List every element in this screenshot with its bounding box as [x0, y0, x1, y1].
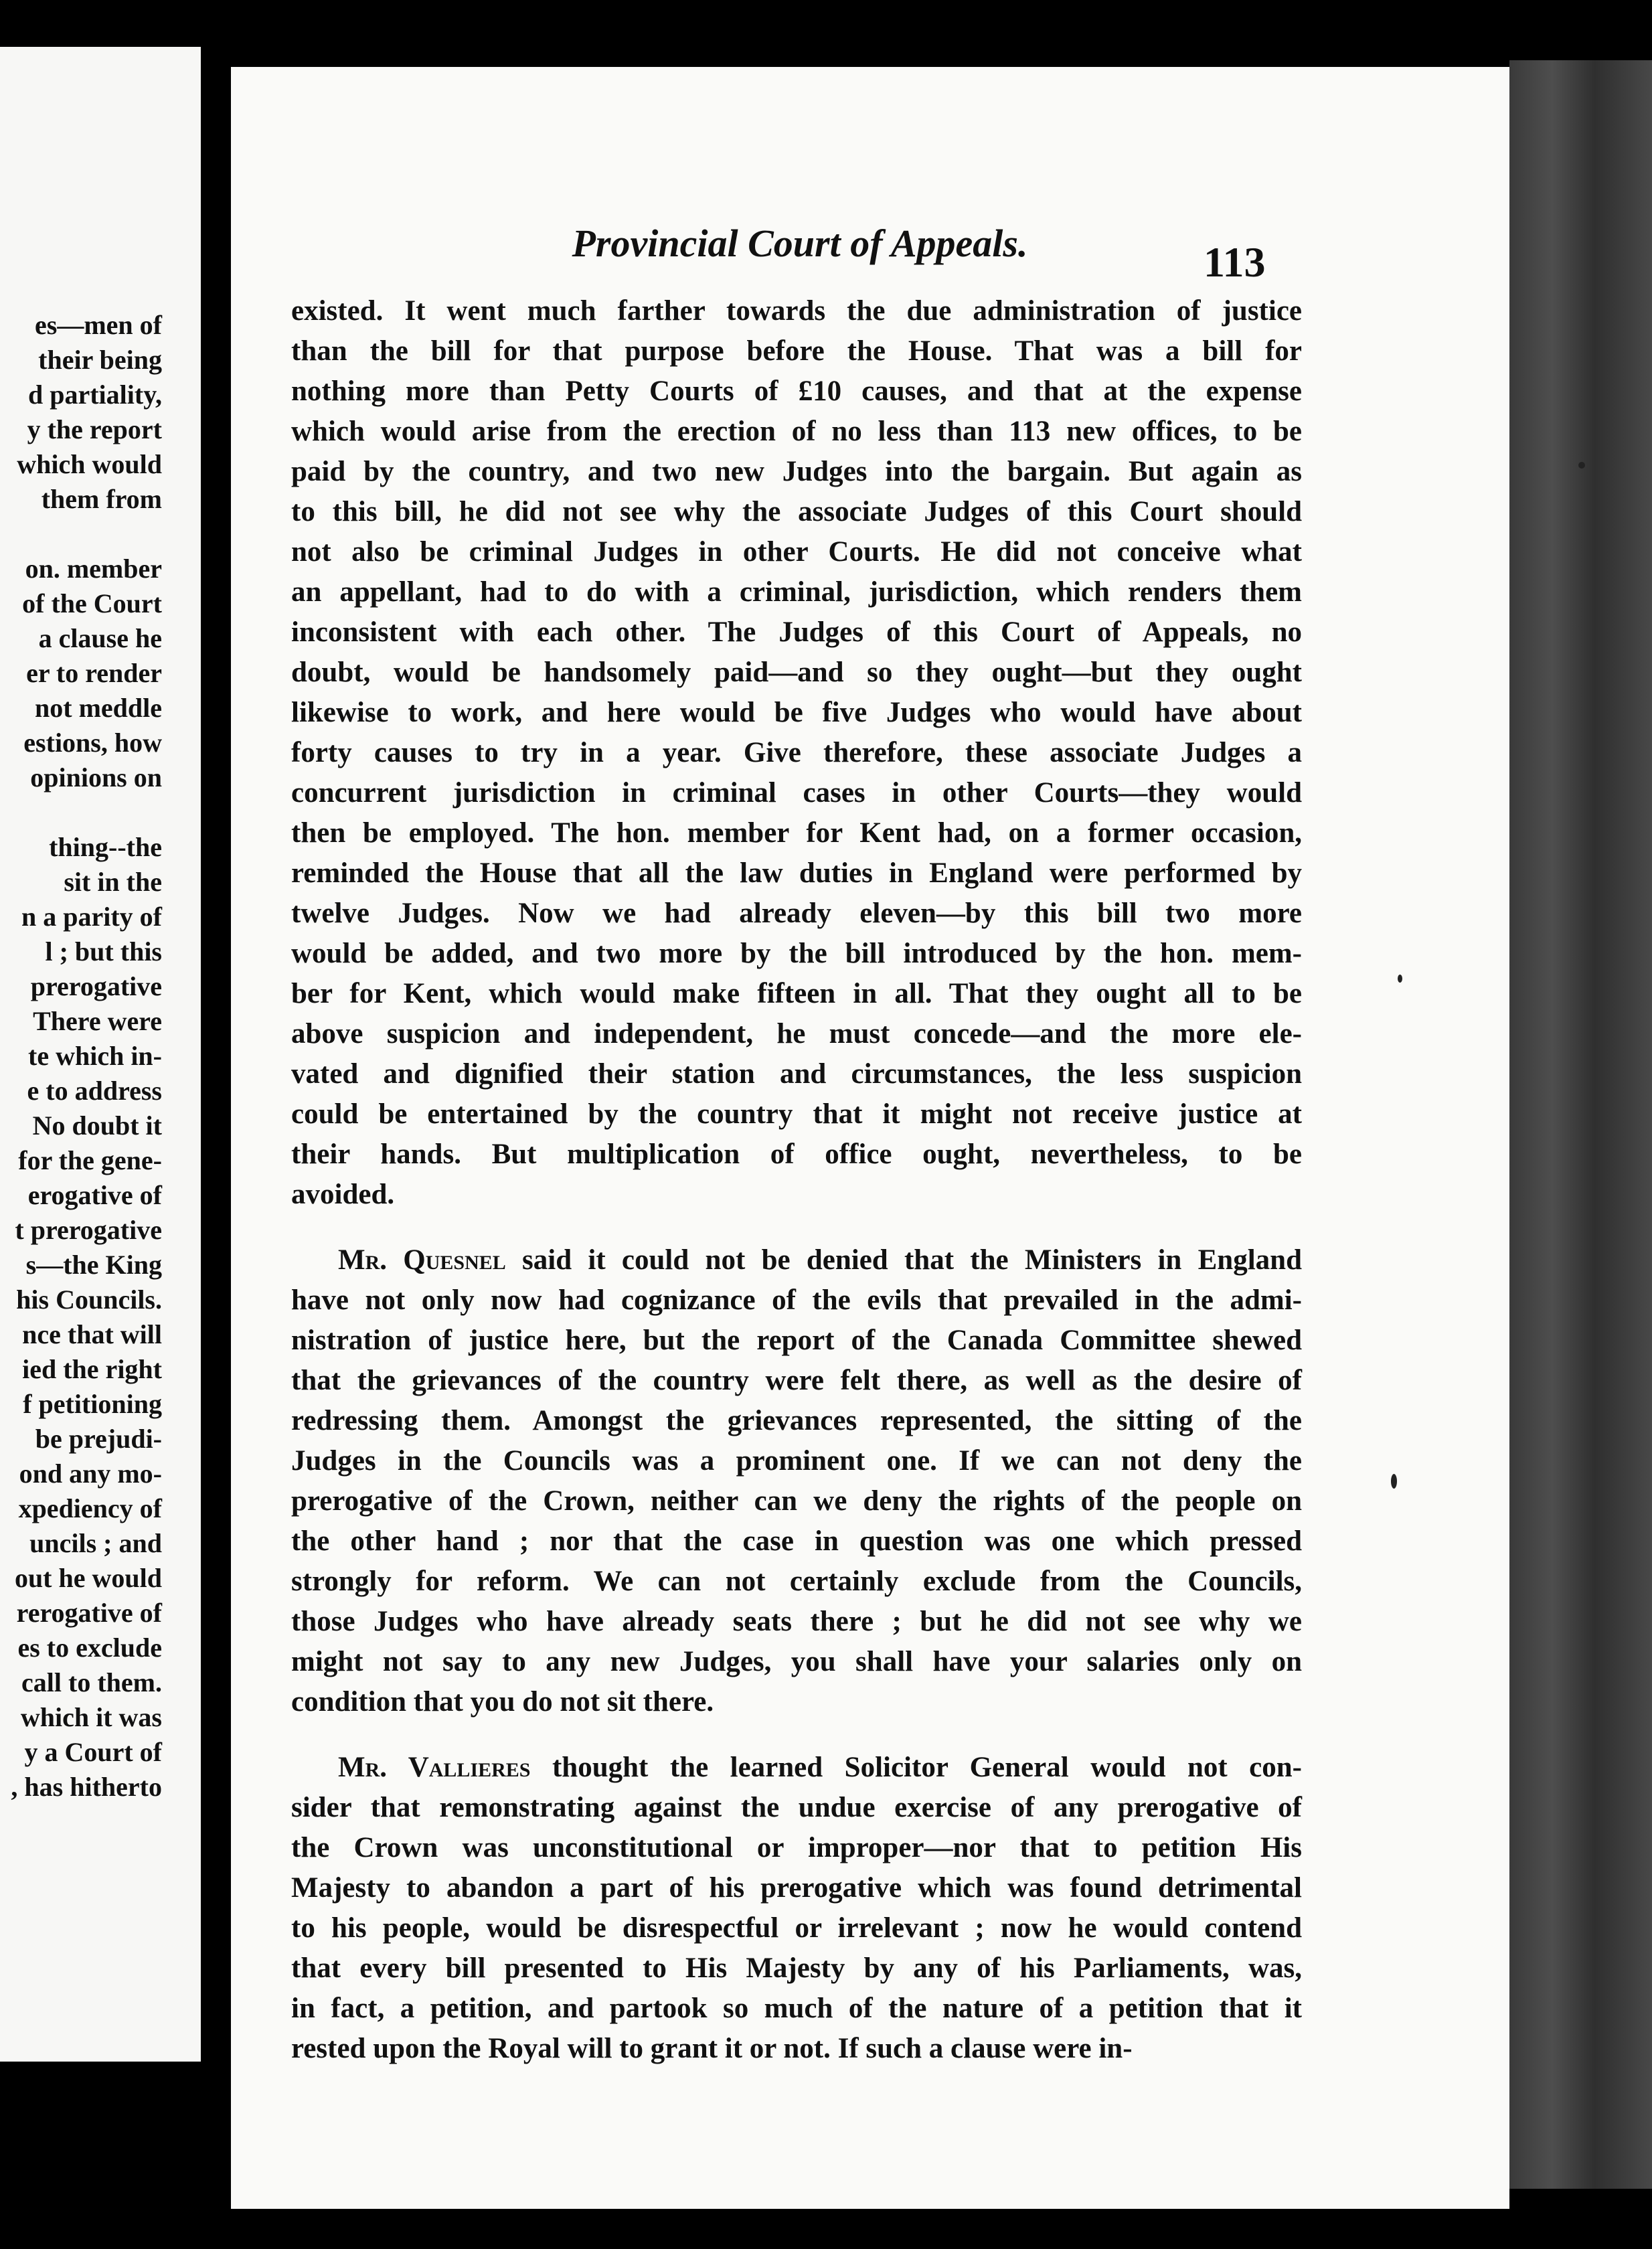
left-page-line: them from: [41, 484, 162, 514]
text-line: in fact, a petition, and partook so much of the nature of a petition that it: [291, 1993, 1302, 2024]
left-page-line: estions, how: [23, 728, 162, 758]
ink-speck: [1398, 975, 1402, 983]
left-page-line: prerogative: [30, 971, 162, 1001]
text-line: their hands. But multiplication of office ought, nevertheless, to be: [291, 1139, 1302, 1170]
text-line: [291, 1748, 1302, 1788]
left-page-line: s—the King: [25, 1250, 162, 1280]
text-line: redressing them. Amongst the grievances represented, the sitting of the: [291, 1405, 1302, 1436]
left-page-line: for the gene-: [18, 1145, 162, 1175]
left-page-line: t prerogative: [15, 1215, 162, 1245]
text-line: an appellant, had to do with a criminal, jurisdiction, which renders them: [291, 576, 1302, 608]
text-line: nothing more than Petty Courts of £10 causes, and that at the expense: [291, 376, 1302, 407]
line-text: thought the learned Solicitor General would not con-: [530, 1752, 1302, 1783]
page-edge: [1509, 60, 1652, 2189]
left-page-line: es—men of: [35, 310, 162, 340]
text-line: strongly for reform. We can not certainly exclude from the Councils,: [291, 1566, 1302, 1597]
text-line: condition that you do not sit there.: [291, 1686, 714, 1718]
text-line: doubt, would be handsomely paid—and so they ought—but they ought: [291, 657, 1302, 688]
text-line: rested upon the Royal will to grant it or not. If such a clause were in-: [291, 2033, 1133, 2064]
ink-speck: [1391, 1474, 1397, 1489]
left-page-line: be prejudi-: [35, 1424, 162, 1454]
paragraph: [291, 1240, 1302, 1722]
text-line: Judges in the Councils was a prominent one. If we can not deny the: [291, 1445, 1302, 1477]
left-page-line: xpediency of: [18, 1493, 162, 1523]
left-page-line: y a Court of: [24, 1737, 162, 1767]
text-line: could be entertained by the country that it might not receive justice at: [291, 1098, 1302, 1130]
left-page-line: thing--the: [49, 832, 162, 862]
left-page-line: which would: [17, 449, 162, 479]
text-line: reminded the House that all the law duties in England were performed by: [291, 857, 1302, 889]
text-line: concurrent jurisdiction in criminal cases in other Courts—they would: [291, 777, 1302, 809]
text-line: than the bill for that purpose before the House. That was a bill for: [291, 335, 1302, 367]
text-line: the Crown was unconstitutional or improper—nor that to petition His: [291, 1832, 1302, 1863]
text-line: Majesty to abandon a part of his prerogative which was found detrimental: [291, 1872, 1302, 1904]
left-page-line: n a parity of: [21, 902, 162, 932]
text-line: might not say to any new Judges, you shall have your salaries only on: [291, 1646, 1302, 1677]
paragraph: [291, 1748, 1302, 2069]
text-line: avoided.: [291, 1179, 395, 1210]
left-page-line: opinions on: [30, 762, 162, 793]
left-page-line: es to exclude: [17, 1633, 162, 1663]
left-page-line: er to render: [26, 658, 162, 688]
left-page-line: e to address: [27, 1076, 162, 1106]
left-page-line: of the Court: [22, 588, 162, 618]
left-page-line: rerogative of: [16, 1598, 162, 1628]
text-line: paid by the country, and two new Judges into the bargain. But again as: [291, 456, 1302, 487]
left-page-line: his Councils.: [16, 1284, 162, 1315]
left-page-line: No doubt it: [32, 1110, 162, 1141]
text-line: that the grievances of the country were felt there, as well as the desire of: [291, 1365, 1302, 1396]
text-line: prerogative of the Crown, neither can we deny the rights of the people on: [291, 1485, 1302, 1517]
left-page-line: on. member: [25, 554, 162, 584]
text-line: forty causes to try in a year. Give therefore, these associate Judges a: [291, 737, 1302, 768]
text-line: to his people, would be disrespectful or irrelevant ; now he would contend: [291, 1912, 1302, 1944]
left-page-line: out he would: [14, 1563, 162, 1593]
text-line: vated and dignified their station and circumstances, the less suspicion: [291, 1058, 1302, 1090]
text-line: likewise to work, and here would be five Judges who would have about: [291, 697, 1302, 728]
left-page-line: , has hitherto: [11, 1772, 162, 1802]
speaker-name: Mr. Vallieres: [338, 1752, 531, 1783]
left-page-line: uncils ; and: [29, 1528, 162, 1558]
text-line: nistration of justice here, but the report of the Canada Committee shewed: [291, 1325, 1302, 1356]
left-page-text: [0, 308, 201, 1805]
left-page-line: a clause he: [38, 623, 162, 653]
text-line: sider that remonstrating against the undue exercise of any prerogative of: [291, 1792, 1302, 1823]
left-page-line: which it was: [20, 1702, 162, 1732]
speaker-name: Mr. Quesnel: [338, 1244, 506, 1276]
page-number: 113: [1204, 238, 1266, 286]
left-page-line: d partiality,: [27, 380, 162, 410]
left-page-gap: [0, 795, 201, 830]
left-page-line: nce that will: [22, 1319, 162, 1349]
text-line: would be added, and two more by the bill introduced by the hon. mem-: [291, 938, 1302, 969]
left-page-gap: [0, 517, 201, 552]
left-page-line: f petitioning: [23, 1389, 162, 1419]
text-line: twelve Judges. Now we had already eleven—by this bill two more: [291, 898, 1302, 929]
text-line: which would arise from the erection of no less than 113 new offices, to be: [291, 416, 1302, 447]
left-page-line: call to them.: [21, 1667, 162, 1697]
text-line: then be employed. The hon. member for Kent had, on a former occasion,: [291, 817, 1302, 849]
left-page-line: y the report: [27, 414, 162, 444]
body-text: [291, 291, 1302, 2069]
left-page-line: erogative of: [27, 1180, 162, 1210]
text-line: that every bill presented to His Majesty by any of his Parliaments, was,: [291, 1952, 1302, 1984]
text-line: to this bill, he did not see why the associate Judges of this Court should: [291, 496, 1302, 527]
text-line: [291, 1240, 1302, 1280]
text-line: inconsistent with each other. The Judges of this Court of Appeals, no: [291, 616, 1302, 648]
left-page-line: ond any mo-: [19, 1459, 162, 1489]
left-page-line: ied the right: [22, 1354, 162, 1384]
running-title: Provincial Court of Appeals.: [572, 222, 1028, 265]
text-line: above suspicion and independent, he must concede—and the more ele-: [291, 1018, 1302, 1050]
text-line: those Judges who have already seats there ; but he did not see why we: [291, 1606, 1302, 1637]
paragraph: [291, 291, 1302, 1215]
left-page: [0, 47, 201, 2062]
ink-speck: [1578, 462, 1585, 469]
text-line: existed. It went much farther towards the due administration of justice: [291, 295, 1302, 327]
left-page-line: not meddle: [35, 693, 162, 723]
left-page-line: their being: [38, 345, 162, 375]
text-line: ber for Kent, which would make fifteen in all. That they ought all to be: [291, 978, 1302, 1009]
text-line: the other hand ; nor that the case in question was one which pressed: [291, 1525, 1302, 1557]
text-line: have not only now had cognizance of the evils that prevailed in the admi-: [291, 1284, 1302, 1316]
left-page-line: There were: [33, 1006, 162, 1036]
left-page-line: te which in-: [28, 1041, 162, 1071]
left-page-line: l ; but this: [45, 936, 162, 967]
line-text: said it could not be denied that the Ministers in England: [505, 1244, 1302, 1276]
left-page-line: sit in the: [64, 867, 162, 897]
text-line: not also be criminal Judges in other Courts. He did not conceive what: [291, 536, 1302, 568]
